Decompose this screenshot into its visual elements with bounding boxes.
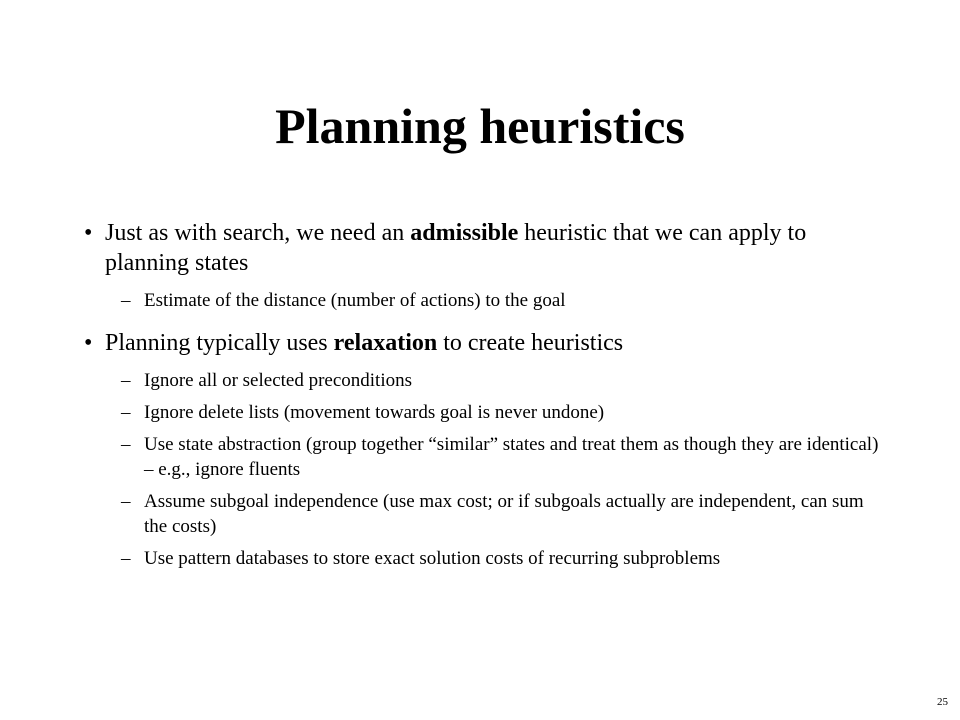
slide-content [84,218,884,578]
slide-title: Planning heuristics [275,98,685,154]
bullet-bold-term: relaxation [333,330,438,356]
subitem-text: Estimate of the distance (number of actions) to the goal [144,290,566,311]
dash-marker: – [121,434,131,455]
subitem [121,368,884,393]
subitem-text: Ignore delete lists (movement towards goal is never undone) [144,402,605,423]
dash-marker: – [121,548,131,569]
bullet-text: heuristic that we can apply to planning states [105,220,807,276]
subitem [121,288,884,313]
bullet-admissible [84,218,884,278]
bullet-marker: • [84,220,93,246]
subitem [121,432,884,482]
dash-marker: – [121,491,131,512]
bullet-text: to create heuristics [437,330,624,356]
subitem-text: Use pattern databases to store exact solution costs of recurring subproblems [144,548,721,569]
bullet-bold-term: admissible [410,220,519,246]
dash-marker: – [121,370,131,391]
bullet-marker: • [84,330,93,356]
dash-marker: – [121,290,131,311]
bullet-relaxation [84,328,884,358]
dash-marker: – [121,402,131,423]
bullet-text: Just as with search, we need an [105,220,411,246]
subitem-text: Ignore all or selected preconditions [144,370,413,391]
subitem [121,489,884,539]
page-number: 25 [937,696,948,708]
subitem [121,400,884,425]
subitem-text: Assume subgoal independence (use max cost; or if subgoals actually are independent, can sum the costs) [144,491,864,537]
bullet-text: Planning typically uses [105,330,334,356]
subitem [121,546,884,571]
subitem-text: Use state abstraction (group together “similar” states and treat them as though they are identical) – e.g., ignore fluents [144,434,879,480]
